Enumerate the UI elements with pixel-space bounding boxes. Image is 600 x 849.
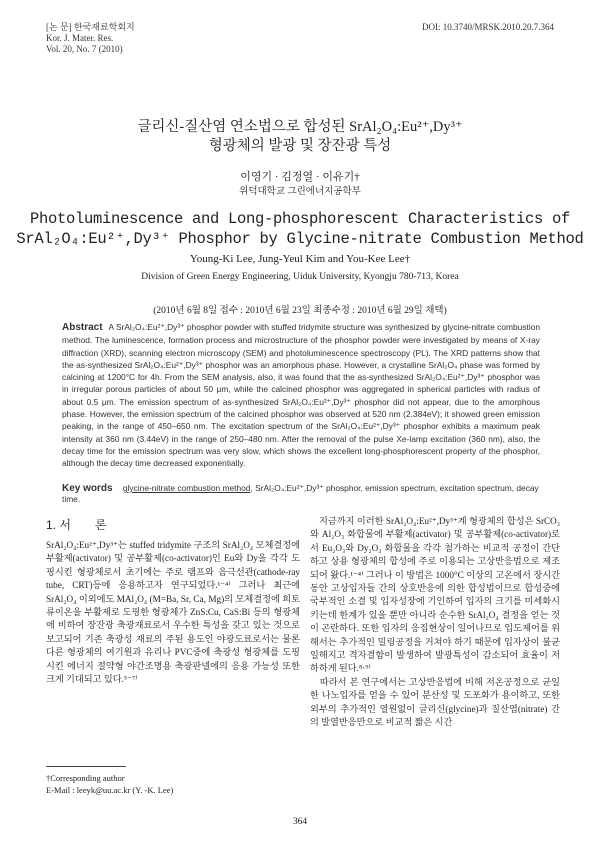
title-korean-line-2: 형광체의 발광 및 장잔광 특성 [208,138,392,154]
authors-korean: 이영기 · 김정열 · 이유기† [240,171,360,183]
section-heading: 1. 서 론 [46,518,107,532]
journal-line-1: [논 문] 한국재료학회지 [46,22,135,32]
footnote-rule [46,766,126,767]
abstract-text: A SrAl₂O₄:Eu²⁺,Dy³⁺ phosphor powder with stuffed tridymite structure was synthesized by glycine-nitrate combustion method. The luminescence, formation process and microstructure of the phosphor powder were investigated by means of X-ray diffraction (XRD), scanning electron microscopy (SEM) and photoluminescence spectroscopy (PL). The XRD patterns show that the as-synthesized SrAl₂O₄:Eu²⁺,Dy³⁺ phosphor was an amorphous phase. However, a crystalline SrAl₂O₄ phase was formed by calcining at 1200°C for 4h. From the SEM analysis, also, it was found that the as-synthesized SrAl₂O₄:Eu²⁺,Dy³⁺ phosphor was in irregular porous particles of about 50 μm, while the calcined phosphor was aggregated in spherical particles with radius of about 0.5 μm. The emission spectrum of as-synthesized SrAl₂O₄:Eu²⁺,Dy³⁺ phosphor did not appear, due to the amorphous phase. However, the emission spectrum of the calcined phosphor was observed at 520 nm (2.384eV); it showed green emission peaking, in the range of 450–650 nm. The excitation spectrum of the SrAl₂O₄:Eu²⁺,Dy³⁺ phosphor exhibits a maximum peak intensity at 360 nm (3.44eV) in the range of 250–480 nm. After the removal of the pulse Xe-lamp excitation (360 nm), also, the decay time for the emission spectrum was very slow, which shows the excellent long-phosphorescent property of the phosphor, although the decay time decreased exponentially. [62,322,540,469]
keywords-underlined: glycine-nitrate combustion method [122,483,251,493]
abstract-label: Abstract [62,322,103,333]
journal-line-3: Vol. 20, No. 7 (2010) [46,44,123,54]
title-korean [0,118,600,156]
journal-info [46,22,135,55]
affiliation-korean: 위덕대학교 그린에너지공학부 [239,187,361,197]
title-english [0,209,600,249]
body-paragraph: SrAl₂O₄:Eu²⁺,Dy³⁺는 stuffed tridymite 구조의 SrAl₂O₄ 모체결정에 부활제(activator) 및 공부활제(co-activator)인 Eu와 Dy을 각각 도핑시킨 형광체로서 초기에는 주로 램프와 음극선관(cathode-ray tube, CRT)등에 응용하고자 연구되었다.¹⁻⁴⁾ 그러나 최근에 SrAl₂O₄ 이외에도 MAl₂O₄ (M=Ba, Sr, Ca, Mg)의 모체결정에 희토류이온을 부활제로 도핑한 형광체가 ZnS:Cu, CaS:Bi 등의 형광체에 비하여 장잔광 축광재료로서 우수한 특성을 갖고 있는 것으로 보고되어 기존 축광성 재료의 주된 용도인 야광도료로서는 물론 다른 형광체의 여기원과 유리나 PVC중에 축광성 형광체를 도핑시킨 에너지 절약형 야간조명용 축광판넬에의 응용 가능성 또한 크게 기대되고 있다.⁵⁻⁷⁾ [46,540,300,685]
keywords-label: Key words [62,483,113,494]
title-english-line-2: SrAl₂O₄:Eu²⁺,Dy³⁺ Phosphor by Glycine-nitrate Combustion Method [16,230,584,248]
keywords [62,483,542,504]
doi: DOI: 10.3740/MRSK.2010.20.7.364 [421,22,554,32]
body-paragraph: 지금까지 이러한 SrAl₂O₄:Eu²⁺,Dy³⁺계 형광체의 합성은 SrCO₃와 Al₂O₃ 화합물에 부활제(activator) 및 공부활제(co-activator)로서 Eu₂O₃와 Dy₂O₃ 화합물을 각각 첨가하는 비교적 공정이 간단하고 상용 형광체의 합성에 주로 이용되는 고상반응법으로 제조되어 왔다.¹⁻⁴⁾ 그러나 이 방법은 1000°C 이상의 고온에서 장시간 동안 고상입자들 간의 상호반응에 의한 합성법이므로 합성중에 국부적인 소결 및 입자성장에 기인하여 입자의 크기를 미세화시키는데 한계가 있을 뿐만 아니라 순수한 SrAl₂O₄ 결정을 얻는 것이 곤란하다. 또한 입자의 응집현상이 일어나므로 입도제어를 위해서는 추가적인 밀링공정을 거쳐야 하기 때문에 입자상이 불균일해지고 격자결함이 발생하여 발광특성이 감소되어 효율이 저하하게 된다.⁸·⁹⁾ 따라서 본 연구에서는 고상반응법에 비해 저온공정으로 균일한 나노입자를 얻을 수 있어 분산성 및 도포화가 용이하고, 또한 외부의 추가적인 열원없이 글리신(glycine)과 질산염(nitrate) 간의 발열반응만으로 비교적 짧은 시간 [310,516,560,728]
page-number: 364 [292,817,308,827]
footnote [46,772,173,796]
affiliation-english: Division of Green Energy Engineering, Uiduk University, Kyongju 780-713, Korea [141,272,459,282]
body-column-left [46,539,300,686]
abstract [62,321,540,470]
keywords-rest: , SrAl₂O₄:Eu²⁺,Dy³⁺ phosphor, emission spectrum, excitation spectrum, decay time. [62,483,539,504]
footnote-email: E-Mail : leeyk@uu.ac.kr (Y. -K. Lee) [46,785,174,795]
title-korean-line-1: 글리신-질산염 연소법으로 합성된 SrAl₂O₄:Eu²⁺,Dy³⁺ [137,119,463,135]
title-english-line-1: Photoluminescence and Long-phosphorescent Characteristics of [29,210,571,228]
body-column-right [310,515,560,730]
authors-english: Young-Ki Lee, Jung-Yeul Kim and You-Kee Lee† [189,253,411,265]
journal-line-2: Kor. J. Mater. Res. [46,33,114,43]
footnote-corresponding: †Corresponding author [46,773,125,783]
received-dates: (2010년 6월 8일 접수 : 2010년 6월 23일 최종수정 : 2010년 6월 29일 채택) [153,306,447,316]
